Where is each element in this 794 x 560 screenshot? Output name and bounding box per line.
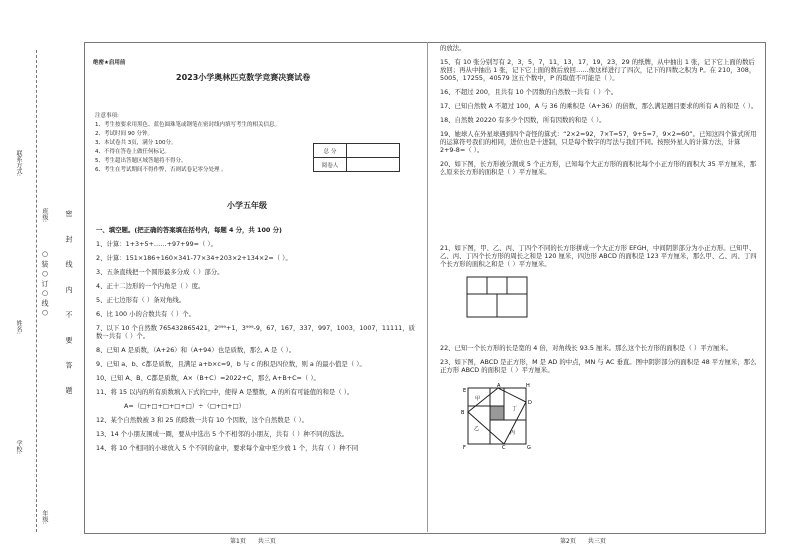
notice-item: 5、考生超出答题区域答题将不得分。 bbox=[95, 158, 187, 164]
question-1: 1、计算：1+3+5+……+97+99=（ ）。 bbox=[96, 240, 218, 248]
total-score-cell[interactable] bbox=[347, 144, 400, 158]
notice-item: 1、考生按要求用黑色、蓝色圆珠笔或钢笔在密封线内填写考生的相关信息。 bbox=[95, 122, 281, 128]
question-15: 15、有 10 张分别写有 2，3，5，7，11，13，17，19，23，29 的纸牌，从中抽出 1 张，记下它上面的数后放回；再从中抽出 1 张，记下它上面的数后放回……像这样进行了四次，记下的四数之积为 P。在 210，308，5005，17255，40579 这五个数中，P 的取值不可能是（ ）。 bbox=[440, 58, 756, 82]
question-8: 8、已知 A 是质数，（A+26）和（A+94）也是质数，那么 A 是（ ）。 bbox=[96, 346, 296, 354]
label-G: G bbox=[527, 445, 531, 450]
name-label: 姓名: bbox=[15, 320, 22, 335]
total-score-label: 总 分 bbox=[314, 144, 347, 158]
label-yi: 乙 bbox=[474, 426, 480, 432]
question-2: 2、计算：151×186+160×341-77×34+203×2+134×2=（ ）。 bbox=[96, 254, 292, 262]
label-B: B bbox=[461, 410, 465, 416]
question-13: 13、14 个小朋友围成一圈，要从中选出 5 个不相邻的小朋友，共有（ ）种不同的选法。 bbox=[96, 430, 349, 438]
figure-20-rectangle bbox=[466, 276, 528, 318]
label-C: C bbox=[502, 445, 506, 450]
notice-item: 2、考试时间 90 分钟。 bbox=[95, 131, 153, 137]
question-12: 12、某个自然数被 3 和 25 的除数一共有 10 个因数，这个自然数是（ ）。 bbox=[96, 416, 309, 424]
notice-item: 3、本试卷共 3页，满分 100分。 bbox=[95, 140, 177, 146]
column-divider bbox=[427, 42, 428, 532]
grader-label: 阅卷人 bbox=[314, 158, 347, 172]
section-title: 一、填空题。(把正确的答案填在括号内，每题 4 分，共 100 分) bbox=[96, 226, 282, 234]
footer-page-2 bbox=[560, 536, 606, 545]
question-6: 6、比 100 小的合数共有（ ）个。 bbox=[96, 310, 196, 318]
label-E: E bbox=[463, 388, 467, 394]
question-7: 7、以下 10 个自然数 765432865421，2⁹⁹⁹+1，3⁹⁹⁹-9，67，167，337，997，1003，1007，11111，质数一共有（ ）个。 bbox=[96, 324, 415, 340]
page-total: 共三页 bbox=[587, 538, 606, 545]
footer-page-1 bbox=[230, 536, 276, 545]
question-10: 10、已知 A、B、C都是质数，A×（B+C）=2022+C，那么 A+B+C=（ ）。 bbox=[96, 374, 320, 382]
left-question-list bbox=[96, 240, 416, 458]
question-5: 5、正七边形有（ ）条对角线。 bbox=[96, 296, 186, 304]
label-bing: 丙 bbox=[510, 430, 516, 436]
question-22: 22、已知一个长方形的长是宽的 4 倍，对角线长 93.5 厘米。那么这个长方形的面积是（ ）平方厘米。 bbox=[440, 344, 733, 352]
label-A: A bbox=[497, 383, 501, 389]
grader-cell[interactable] bbox=[347, 158, 400, 172]
score-table bbox=[313, 143, 400, 172]
class-label: 班级: bbox=[41, 208, 48, 223]
question-20: 20、如下图，长方形被分割成 5 个正方形，已知每个大正方形的面积比每个小正方形的面积大 35 平方厘米，那么原来长方形的面积是（ ）平方厘米。 bbox=[440, 160, 757, 176]
question-23: 23、如下图，ABCD 是正方形，M 是 AD 的中点，MN 与 AC 垂直。图中阴影部分的面积是 48 平方厘米，那么正方形 ABCD 的面积是（ ）平方厘米。 bbox=[440, 358, 757, 374]
label-F: F bbox=[463, 445, 466, 450]
exam-title: 2023小学奥林匹克数学竞赛决赛试卷 bbox=[176, 73, 311, 82]
question-21: 21、如下图，甲、乙、丙、丁四个不同的长方形拼成一个大正方形 EFGH，中间阴影部分为小正方形。已知甲、乙、丙、丁四个长方形的周长之和是 120 厘米，四边形 ABCD 的面积是 123 平方厘米，那么甲、乙、丙、丁四个长方形的面积之和是（ ）平方厘米。 bbox=[440, 244, 757, 268]
grade-label: 年级: bbox=[41, 510, 48, 525]
question-11: 11、将 15 以内的所有质数填入下式的□中，使得 A 是整数，A 的所有可能值的和是（ ）。 bbox=[96, 388, 354, 396]
question-17: 17、已知自然数 A 不超过 100，A 与 36 的乘积是（A+36）的倍数，那么满足题目要求的所有 A 的和是（ ）。 bbox=[440, 102, 758, 110]
notice-heading: 注意事项: bbox=[95, 113, 119, 119]
cut-line-text: ○ 装 ○ 订 ○ 线 ○ bbox=[41, 250, 49, 317]
question-14: 14、将 10 个相同的小球放入 5 个不同的盒中，要求每个盒中至少放 1 个，共有（ ）种不同 bbox=[96, 444, 359, 452]
question-18: 18、自然数 20220 有多少个因数，所有因数的和是（ ）。 bbox=[440, 116, 606, 124]
page-total: 共三页 bbox=[257, 538, 276, 545]
school-label: 学校: bbox=[15, 440, 22, 455]
question-16: 16、不超过 200，且共有 10 个因数的自然数一共有（ ）个。 bbox=[440, 88, 618, 96]
page-number: 第1页 bbox=[230, 538, 246, 545]
label-ding: 丁 bbox=[512, 406, 518, 412]
question-14-cont: 的放法。 bbox=[440, 44, 466, 52]
page-number: 第2页 bbox=[560, 538, 576, 545]
question-9: 9、已知 a、b、c都是质数，且满足 a+b×c=9，b 与 c 的积是四位数，则 a 的最小值是（ ）。 bbox=[96, 360, 366, 368]
confidential-tag: 绝密★启用前 bbox=[93, 60, 126, 66]
label-jia: 甲 bbox=[475, 396, 481, 402]
grade-title: 小学五年级 bbox=[227, 201, 267, 210]
question-11-formula: A=（□+□+□+□+□）÷（□+□+□） bbox=[124, 402, 246, 410]
notice-item: 4、不得在答卷上做任何标记。 bbox=[95, 149, 171, 155]
label-H: H bbox=[526, 383, 530, 389]
question-4: 4、正十二边形的一个内角是（ ）度。 bbox=[96, 282, 205, 290]
right-question-list bbox=[440, 44, 758, 380]
binding-dashed-line bbox=[36, 50, 37, 532]
notice-item: 6、考生在考试期间不得作弊，否则试卷记零分处理 。 bbox=[95, 167, 227, 173]
figure-21-square bbox=[460, 382, 540, 450]
label-D: D bbox=[528, 400, 532, 406]
question-19: 19、她球人在外星球遇到四个奇怪的算式：“2×2=92，7×T=57，9+5=7，9×2=60”。已知这四个算式所用的运算符号我们的相同，进位也是十进制，只是每个数字的写法与我们不同。按照外星人的计算方法，计算 2+9-8=（ ）。 bbox=[440, 130, 757, 154]
notice-block bbox=[95, 112, 280, 175]
question-3: 3、五条直线把一个圆形最多分成（ ）部分。 bbox=[96, 268, 224, 276]
contact-label: 联系方式: bbox=[15, 150, 22, 177]
seal-line-text: 密 封 线 内 不 要 答 题 bbox=[65, 210, 73, 402]
